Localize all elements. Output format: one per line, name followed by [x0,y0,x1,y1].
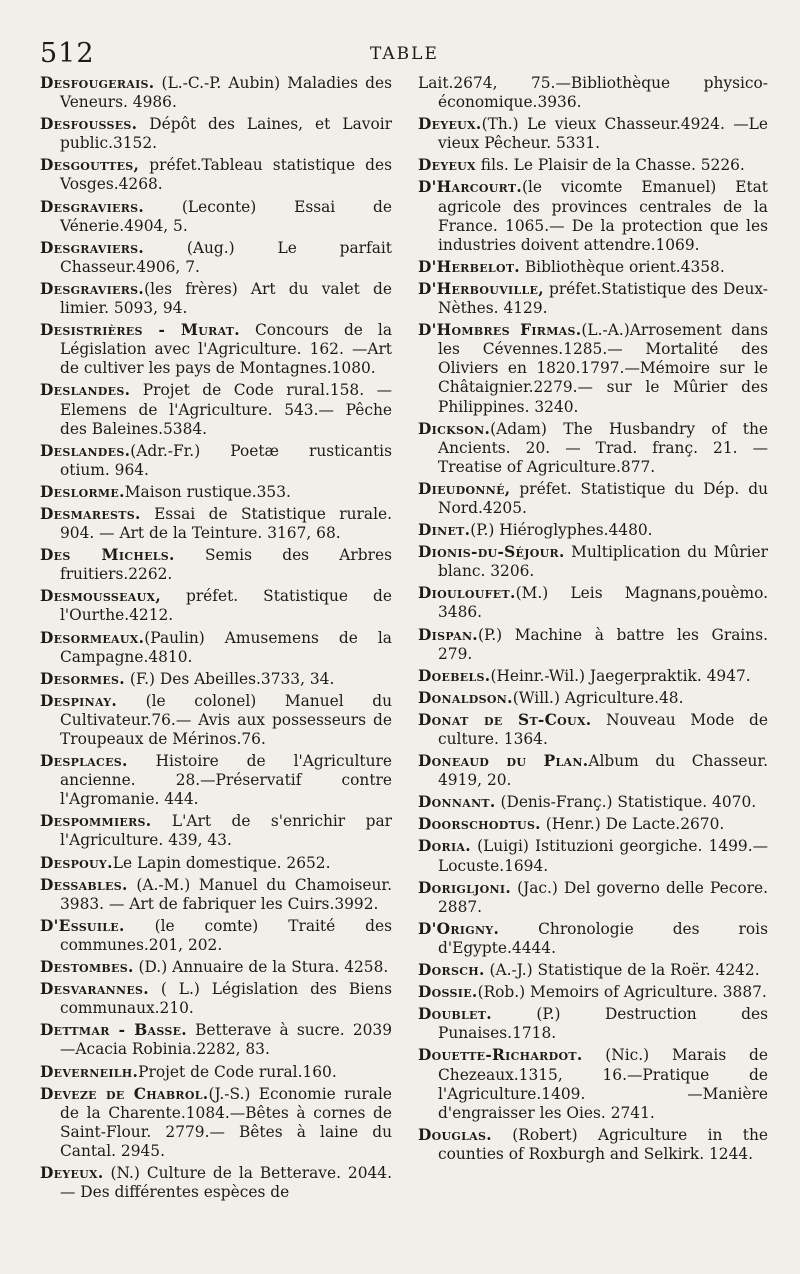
entry-name: Desgraviers. [40,279,145,298]
entry-name: Deyeux. [40,1163,104,1182]
entry-name: Desormeaux. [40,628,145,647]
entry-name: Douette-Richardot. [418,1046,583,1065]
entry-text: (Robert) Agriculture in the counties of Roxburgh and Selkirk. 1244. [438,1125,768,1163]
entry-name: Doria. [418,837,471,856]
entry-text: (Luigi) Istituzioni georgiche. 1499.—Locuste.1694. [438,837,768,875]
entry-text: (J.-S.) Economie rurale de la Charente.1084.—Bêtes à cornes de Saint-Flour. 2779.— Bêtes à laine du Cantal. 2945. [60,1084,392,1160]
entry-text: (Jac.) Del governo delle Pecore. 2887. [438,878,768,916]
entry-text: préfet. Statistique du Dép. du Nord.4205. [438,479,768,517]
index-entry [40,752,392,809]
index-entry [418,480,768,518]
entry-text: (Nic.) Marais de Chezeaux.1315, 16.—Pratique de l'Agriculture.1409. —Manière d'engraisser les Oies. 2741. [438,1046,768,1122]
index-entry [418,837,768,875]
index-entry [418,178,768,254]
entry-text: Projet de Code rural.160. [138,1062,337,1081]
entry-name: Donat de St-Coux. [418,710,592,729]
entry-name: Doublet. [418,1005,492,1024]
index-entry [40,1085,392,1161]
index-entry [418,543,768,581]
index-entry [418,711,768,749]
entry-name: Desplaces. [40,752,128,771]
index-entry [40,917,392,955]
index-entry [418,793,768,812]
page-number: 512 [40,38,95,69]
index-entry [418,156,768,175]
entry-name: D'Herbouville, [418,279,544,298]
entry-text: (Paulin) Amusemens de la Campagne.4810. [60,628,392,666]
entry-name: Deyeux. [418,115,482,134]
entry-text: Le Lapin domestique. 2652. [112,853,331,872]
entry-text: Album du Chasseur. 4919, 20. [438,752,768,790]
entry-name: Dionis-du-Séjour. [418,543,565,562]
index-entry [418,1046,768,1122]
entry-name: Des Michels. [40,546,175,565]
entry-name: D'Origny. [418,919,500,938]
entry-name: Deveze de Chabrol. [40,1084,209,1103]
index-entry [418,584,768,622]
entry-name: Desormes. [40,669,125,688]
entry-text: L'Art de s'enrichir par l'Agriculture. 439, 43. [60,812,392,850]
entry-text: Betterave à sucre. 2039 —Acacia Robinia.2282, 83. [60,1021,392,1059]
index-entry [418,626,768,664]
entry-name: Dieudonné, [418,479,511,498]
index-entry [40,156,392,194]
entry-name: Desmarests. [40,504,141,523]
index-entry [40,692,392,749]
entry-name: Desfousses. [40,115,138,134]
index-entry [418,258,768,277]
index-entry [40,198,392,236]
entry-text: (Will.) Agriculture.48. [512,688,684,707]
index-entry [40,74,392,112]
entry-text: (P.) Machine à battre les Grains. 279. [438,625,768,663]
index-entry [40,546,392,584]
index-entry [40,239,392,277]
index-entry [40,442,392,480]
entry-name: Douglas. [418,1125,492,1144]
entry-name: Dettmar - Basse. [40,1021,187,1040]
entry-name: Dickson. [418,419,491,438]
index-entry [40,115,392,153]
entry-name: Deslorme. [40,482,125,501]
entry-text: (le colonel) Manuel du Cultivateur.76.— Avis aux possesseurs de Troupeaux de Mérinos.76. [60,691,392,748]
entry-text: (A.-J.) Statistique de la Roër. 4242. [484,961,760,980]
entry-name: D'Hombres Firmas. [418,321,582,340]
entry-text: (Denis-Franç.) Statistique. 4070. [495,793,757,812]
entry-text: (M.) Leis Magnans,pouèmo. 3486. [438,584,768,622]
entry-text: Semis des Arbres fruitiers.2262. [60,546,392,584]
entry-text: (N.) Culture de la Betterave. 2044. — Des différentes espèces de [60,1163,392,1202]
index-entry [40,381,392,438]
entry-text: (Th.) Le vieux Chasseur.4924. —Le vieux Pêcheur. 5331. [438,115,768,153]
entry-name: Dorsch. [418,961,485,980]
entry-name: Desistrières - Murat. [40,321,240,340]
entry-name: Diouloufet. [418,584,516,603]
entry-name: Donnant. [418,793,496,812]
entry-text: (le vicomte Emanuel) Etat agricole des provinces centrales de la France. 1065.— De la protection que les industries doivent attendre.1069. [438,178,768,254]
entry-text: (P.) Destruction des Punaises.1718. [438,1005,768,1043]
entry-name: Dispan. [418,625,478,644]
entry-name: Desgraviers. [40,197,145,216]
index-entry [418,321,768,416]
index-entry [40,1063,392,1082]
entry-text: Chronologie des rois d'Egypte.4444. [438,919,768,957]
entry-name: Deslandes. [40,441,131,460]
index-entry [40,1021,392,1059]
entry-name: Doneaud du Plan. [418,752,589,771]
index-entry [40,629,392,667]
index-entry [40,980,392,1018]
entry-name: Despinay. [40,691,118,710]
running-head: TABLE [370,44,439,64]
index-entry [418,420,768,477]
entry-name: Desgouttes, [40,156,140,175]
index-entry [40,670,392,689]
right-column [418,74,768,1167]
entry-text: Lait.2674, 75.—Bibliothèque physico-économique.3936. [418,74,768,112]
entry-text: (Aug.) Le parfait Chasseur.4906, 7. [60,238,392,276]
index-entry [418,815,768,834]
entry-text: (Adam) The Husbandry of the Ancients. 20. — Trad. franç. 21. — Treatise of Agriculture.877. [438,419,768,476]
entry-text: fils. Le Plaisir de la Chasse. 5226. [475,156,745,175]
index-entry [40,280,392,318]
entry-text: Histoire de l'Agriculture ancienne. 28.—Préservatif contre l'Agromanie. 444. [60,752,392,809]
entry-text: (L.-C.-P. Aubin) Maladies des Veneurs. 4986. [60,74,392,112]
index-entry [40,505,392,543]
index-entry [418,521,768,540]
index-entry [418,879,768,917]
entry-text: (Rob.) Memoirs of Agriculture. 3887. [477,983,767,1002]
entry-name: Desfougerais. [40,74,155,92]
entry-name: Dessables. [40,875,128,894]
entry-name: Despommiers. [40,812,152,831]
entry-name: Deverneilh. [40,1062,139,1081]
entry-name: D'Essuile. [40,916,125,935]
entry-text: Concours de la Législation avec l'Agriculture. 162. —Art de cultiver les pays de Montagnes.1080. [60,321,392,378]
entry-text: (A.-M.) Manuel du Chamoiseur. 3983. — Art de fabriquer les Cuirs.3992. [60,875,392,913]
entry-name: Despouy. [40,853,113,872]
index-entry [418,983,768,1002]
index-entry [418,961,768,980]
entry-text: (les frères) Art du valet de limier. 5093, 94. [60,279,392,318]
entry-text: (Adr.-Fr.) Poetæ rusticantis otium. 964. [60,441,392,479]
index-entry [418,74,768,112]
index-entry [40,321,392,378]
entry-name: Desgraviers. [40,238,145,257]
entry-text: Projet de Code rural.158. —Elemens de l'Agriculture. 543.— Pêche des Baleines.5384. [60,381,392,438]
entry-text: préfet. Statistique de l'Ourthe.4212. [60,587,392,625]
entry-name: Dorigljoni. [418,878,511,897]
entry-name: Desmousseaux, [40,587,161,606]
index-entry [418,1126,768,1164]
entry-text: préfet.Tableau statistique des Vosges.4268. [60,156,392,194]
entry-text: (le comte) Traité des communes.201, 202. [60,916,392,954]
entry-text: Nouveau Mode de culture. 1364. [438,710,768,748]
entry-text: Maison rustique.353. [124,482,291,501]
index-entry [418,115,768,153]
entry-text: (P.) Hiéroglyphes.4480. [470,521,653,540]
entry-text: Essai de Statistique rurale. 904. — Art de la Teinture. 3167, 68. [60,504,392,543]
entry-name: Deyeux [418,156,476,175]
index-entry [418,1005,768,1043]
page-header [40,38,760,74]
entry-text: (Leconte) Essai de Vénerie.4904, 5. [60,197,392,235]
entry-name: Deslandes. [40,381,131,400]
entry-text: préfet.Statistique des Deux-Nèthes. 4129. [438,279,768,318]
entry-name: D'Herbelot. [418,257,520,276]
entry-text: (D.) Annuaire de la Stura. 4258. [133,958,389,977]
entry-text: Multiplication du Mûrier blanc. 3206. [438,543,768,581]
index-entry [418,667,768,686]
entry-name: D'Harcourt. [418,178,522,197]
index-entry [40,876,392,914]
entry-name: Doorschodtus. [418,815,541,834]
entry-name: Dossie. [418,983,478,1002]
entry-name: Doebels. [418,666,491,685]
entry-name: Destombes. [40,958,134,977]
entry-text: (Henr.) De Lacte.2670. [540,815,725,834]
index-entry [40,587,392,625]
index-entry [418,280,768,318]
entry-name: Desvarannes. [40,980,149,999]
entry-text: (F.) Des Abeilles.3733, 34. [124,669,335,688]
entry-text: Bibliothèque orient.4358. [519,257,725,276]
entry-text: ( L.) Législation des Biens communaux.210. [60,980,392,1018]
index-entry [40,812,392,850]
entry-text: Dépôt des Laines, et Lavoir public.3152. [60,115,392,153]
left-column [40,74,392,1205]
index-entry [418,689,768,708]
entry-text: (Heinr.-Wil.) Jaegerpraktik. 4947. [490,666,751,685]
index-entry [40,483,392,502]
index-entry [40,854,392,873]
index-entry [418,920,768,958]
index-entry [418,752,768,790]
index-entry [40,1164,392,1202]
index-entry [40,958,392,977]
entry-text: (L.-A.)Arrosement dans les Cévennes.1285.— Mortalité des Oliviers en 1820.1797.—Mémoire sur le Châtaignier.2279.— sur le Mûrier des Philippines. 3240. [438,321,768,416]
entry-name: Dinet. [418,521,471,540]
entry-name: Donaldson. [418,688,513,707]
